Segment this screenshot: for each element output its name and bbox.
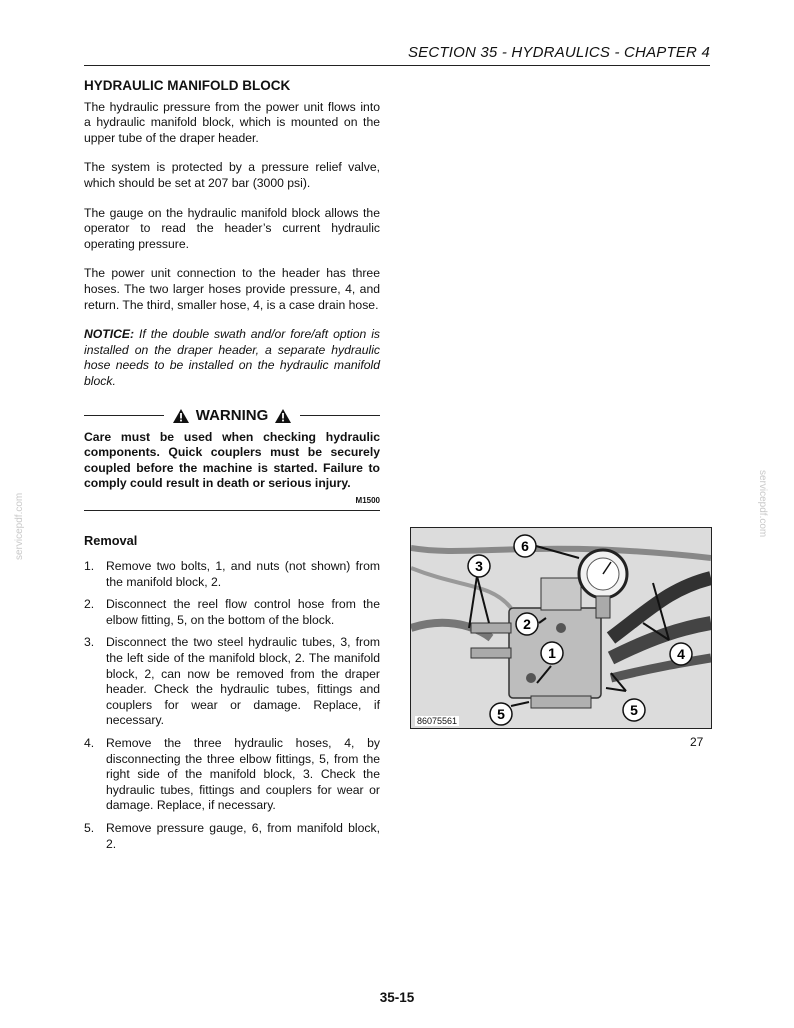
notice-label: NOTICE: [84,327,135,342]
callout-6: 6 [521,538,529,554]
figure-photo [410,527,712,729]
notice-paragraph [84,327,380,389]
list-item: 5. Remove pressure gauge, 6, from manifold block, 2. [84,820,380,851]
callout-5-left: 5 [497,706,505,722]
notice-text: If the double swath and/or fore/aft option is installed on the draper header, a separate hydraulic hose needs to be installed on the hydraulic manifold block. [84,327,380,388]
page-title: HYDRAULIC MANIFOLD BLOCK [84,78,291,93]
callout-2: 2 [523,616,531,632]
callout-5-right: 5 [630,702,638,718]
callout-3: 3 [475,558,483,574]
section-header: SECTION 35 - HYDRAULICS - CHAPTER 4 [407,44,710,61]
list-item: 2. Disconnect the reel flow control hose from the elbow fitting, 5, on the bottom of the block. [84,597,380,627]
paragraph: The power unit connection to the header has three hoses. The two larger hoses provide pressure, 4, and return. The third, smaller hose, 4, is a case drain hose. [84,266,380,312]
warning-text: Care must be used when checking hydraulic components. Quick couplers must be securely coupled before the machine is started. Failure to comply could result in death or serious injury. [84,429,380,491]
warning-header [84,408,380,424]
text-column [84,78,380,859]
list-item: 1. Remove two bolts, 1, and nuts (not shown) from the manifold block, 2. [84,559,380,589]
paragraph: The system is protected by a pressure relief valve, which should be set at 207 bar (3000 psi). [84,160,380,190]
paragraph: The hydraulic pressure from the power unit flows into a hydraulic manifold block, which is mounted on the upper tube of the draper header. [84,99,380,145]
warning-title: WARNING [195,406,269,424]
warning-triangle-icon [172,408,190,424]
header-rule [84,65,710,66]
warning-triangle-icon [274,408,292,424]
list-item: 3. Disconnect the two steel hydraulic tubes, 3, from the left side of the manifold block, 2. The manifold block, 2, can now be removed from the draper header. Check the hydraulic tubes, fittings and couplers for wear or damage. Replace, if necessary. [84,635,380,728]
removal-steps [84,559,380,852]
callout-4: 4 [677,646,685,662]
list-item: 4. Remove the three hydraulic hoses, 4, by disconnecting the three elbow fittings, 5, from the right side of the manifold block, 3. Check the hydraulic tubes, fittings and couplers for wear or damage. Replace, if necessary. [84,736,380,813]
page-number: 35-15 [379,990,415,1005]
figure-code: 86075561 [417,716,458,726]
removal-heading: Removal [84,533,138,549]
watermark-left: servicepdf.com [14,492,25,560]
warning-rule-left [84,415,164,416]
manifold-illustration [411,528,711,728]
watermark-right: servicepdf.com [757,470,768,538]
warning-code: M1500 [355,495,380,505]
warning-rule-right [300,415,380,416]
figure-number: 27 [690,735,704,749]
callout-1: 1 [548,645,556,661]
warning-rule-bottom [84,510,380,511]
paragraph: The gauge on the hydraulic manifold block allows the operator to read the header’s current hydraulic operating pressure. [84,205,380,251]
